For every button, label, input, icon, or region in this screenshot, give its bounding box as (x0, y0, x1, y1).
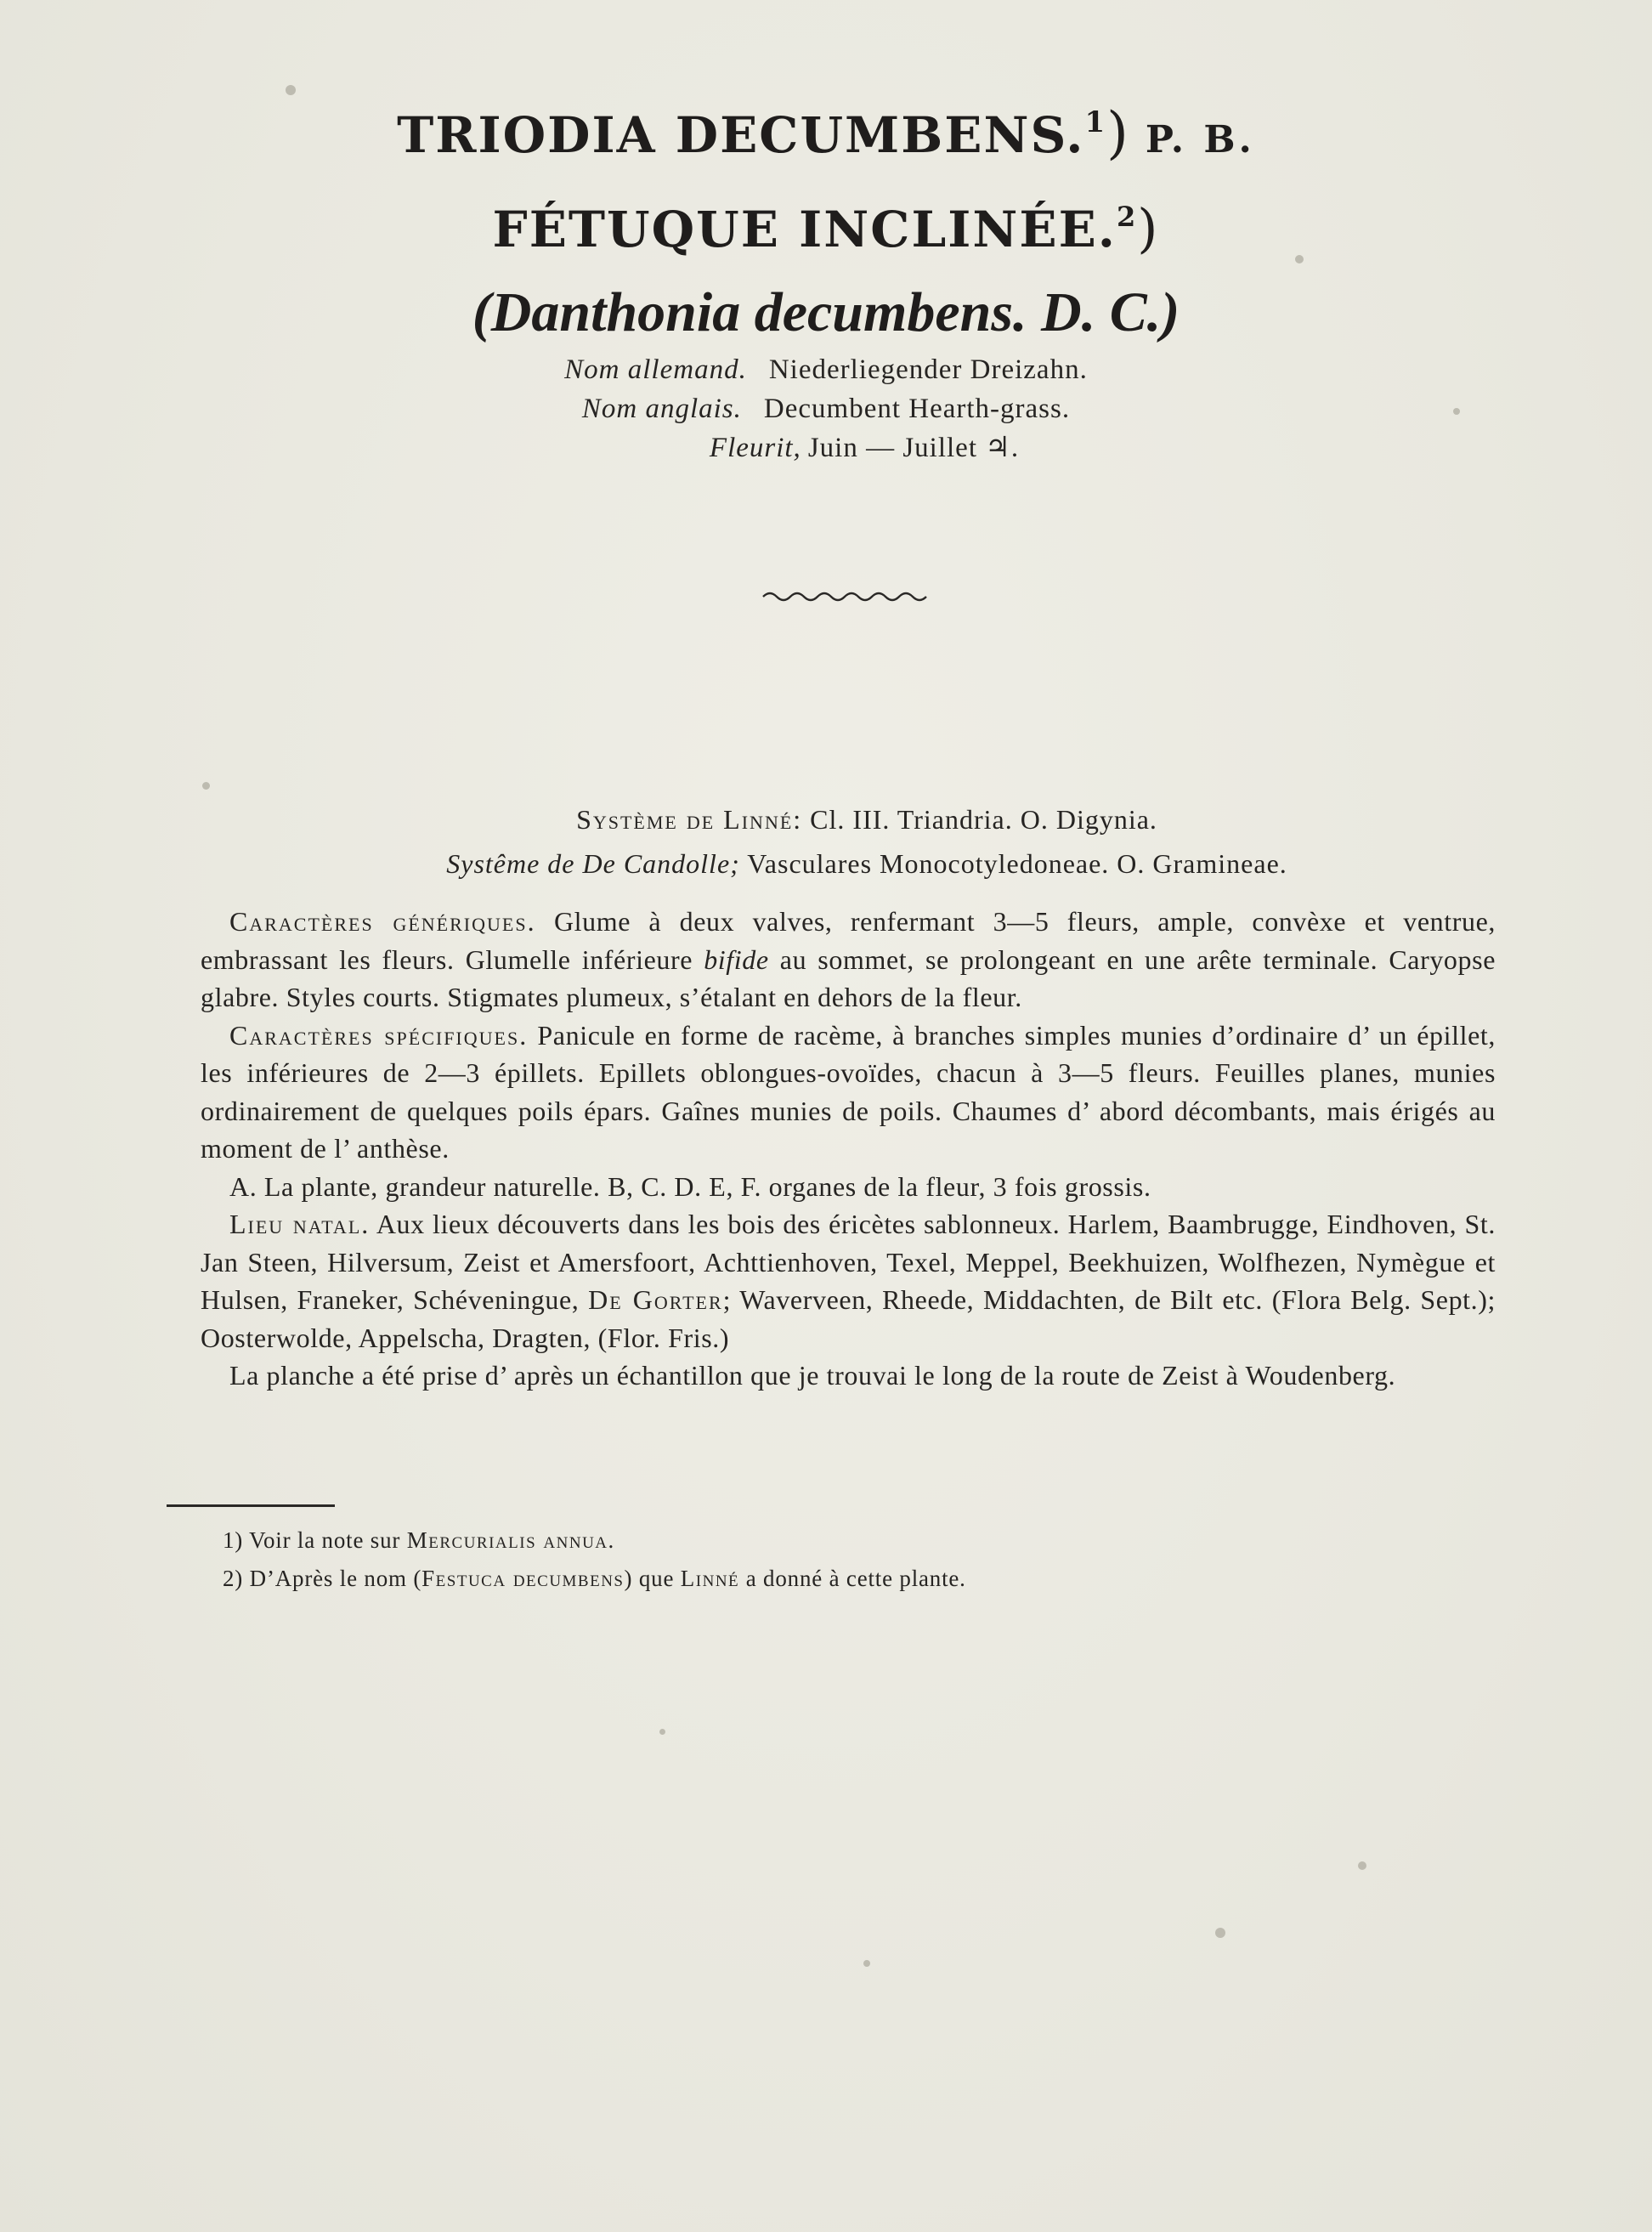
generic-text-2: au sommet, se prolongeant en une arête terminale. Caryopse glabre. Styles courts. Stigmates plumeux, s’étalant en dehors de la fleur. (201, 943, 1496, 1012)
name-english (0, 389, 1652, 428)
paper-speck (1215, 1928, 1225, 1938)
main-title (0, 100, 1652, 166)
name-english-value: Decumbent Hearth-grass. (763, 394, 1071, 424)
flowering-label: Fleurit, (709, 433, 801, 463)
footnote-1 (223, 1521, 1497, 1560)
main-title-text: TRIODIA DECUMBENS. (397, 106, 1085, 164)
footnote-2-sc: Festuca decumbens (421, 1566, 625, 1591)
habitat-text-1: Aux lieux découverts dans les bois des éricètes sablonneux. Harlem, Baambrugge, Eindhoven, St. Jan Steen, Hilversum, Zeist et Amersfoort, Achttienhoven, Texel, Meppel, Beekhuizen, Wolfhezen, Nymègue et Hulsen, Franeker, Schéveningue, (201, 1209, 1496, 1315)
footnotes (223, 1521, 1497, 1598)
french-title-text: FÉTUQUE INCLINÉE. (492, 201, 1117, 258)
generic-italic: bifide (704, 943, 769, 975)
wavy-ornament (761, 586, 928, 607)
paren-close: ) (1106, 100, 1130, 166)
generic-label: Caractères génériques. (229, 906, 536, 937)
linne-value: Cl. III. Triandria. O. Digynia. (810, 804, 1157, 835)
name-english-label: Nom anglais. (581, 394, 742, 424)
linne-system (41, 804, 1652, 836)
footnote-1-sc: Mercurialis annua (406, 1527, 608, 1553)
french-title (0, 197, 1652, 259)
specific-label: Caractères spécifiques. (229, 1019, 529, 1051)
name-german-label: Nom allemand. (564, 354, 747, 385)
paragraph-generic (201, 903, 1496, 1017)
paper-speck (1295, 255, 1304, 263)
name-german-value: Niederliegender Dreizahn. (768, 354, 1088, 385)
synonym-title: (Danthonia decumbens. D. C.) (472, 281, 1180, 343)
footnote-1-text: Voir la note sur (249, 1527, 407, 1553)
footnote-2 (223, 1560, 1497, 1598)
habitat-text-2: ; Waverveen, Rheede, Middachten, de Bilt etc. (Flora Belg. Sept.); Oosterwolde, Appelscha, Dragten, (Flor. Fris.) (201, 1284, 1496, 1353)
linne-label: Système de Linné: (576, 804, 803, 835)
candolle-value: Vasculares Monocotyledoneae. O. Gramineae. (747, 848, 1287, 879)
paper-speck (659, 1729, 665, 1735)
footnote-2-end: a donné à cette plante. (739, 1566, 966, 1591)
paper-speck (1358, 1861, 1366, 1870)
habitat-label: Lieu natal. (229, 1209, 371, 1239)
paragraph-plate: A. La plante, grandeur naturelle. B, C. D. E, F. organes de la fleur, 3 fois grossis. (229, 1170, 1151, 1202)
footnote-2-sc2: Linné (680, 1566, 740, 1591)
paragraph-habitat (201, 1205, 1496, 1357)
title-author: P. B. (1145, 118, 1255, 161)
flowering-value: Juin — Juillet ♃. (807, 433, 1020, 463)
footnote-1-num: 1) (223, 1527, 244, 1553)
flowering (0, 428, 1652, 467)
footnote-ref-1: 1 (1084, 105, 1107, 139)
paragraph-source: La planche a été prise d’ après un échantillon que je trouvai le long de la route de Zeist à Woudenberg. (229, 1360, 1396, 1391)
paper-speck (202, 782, 210, 790)
paper-speck (286, 85, 296, 95)
paper-speck (1453, 408, 1460, 415)
paren-close-2: ) (1137, 197, 1160, 259)
footnote-2-text: D’Après le nom ( (249, 1566, 422, 1591)
habitat-author: De Gorter (588, 1284, 723, 1315)
candolle-system (41, 848, 1652, 880)
footnote-1-end: . (608, 1527, 615, 1553)
footnote-2-num: 2) (223, 1566, 244, 1591)
footnote-rule (167, 1504, 335, 1507)
generic-text-1: Glume à deux valves, renfermant 3—5 fleurs, ample, convèxe et ventrue, embrassant les fleurs. Glumelle inférieure (201, 906, 1496, 975)
specific-text: Panicule en forme de racème, à branches simples munies d’ordinaire d’ un épillet, les inférieures de 2—3 épillets. Epillets oblongues-ovoïdes, chacun à 3—5 fleurs. Feuilles planes, munies ordinairement de quelques poils épars. Gaînes munies de poils. Chaumes d’ abord décombants, mais érigés au moment de l’ anthèse. (201, 1019, 1496, 1164)
paper-speck (863, 1960, 870, 1967)
footnote-ref-2: 2 (1117, 201, 1138, 233)
common-names (0, 350, 1652, 467)
description-body (201, 903, 1496, 1395)
paragraph-specific (201, 1017, 1496, 1168)
name-german (0, 350, 1652, 389)
candolle-label: Systême de De Candolle; (446, 848, 740, 879)
footnote-2-mid: ) que (624, 1566, 681, 1591)
